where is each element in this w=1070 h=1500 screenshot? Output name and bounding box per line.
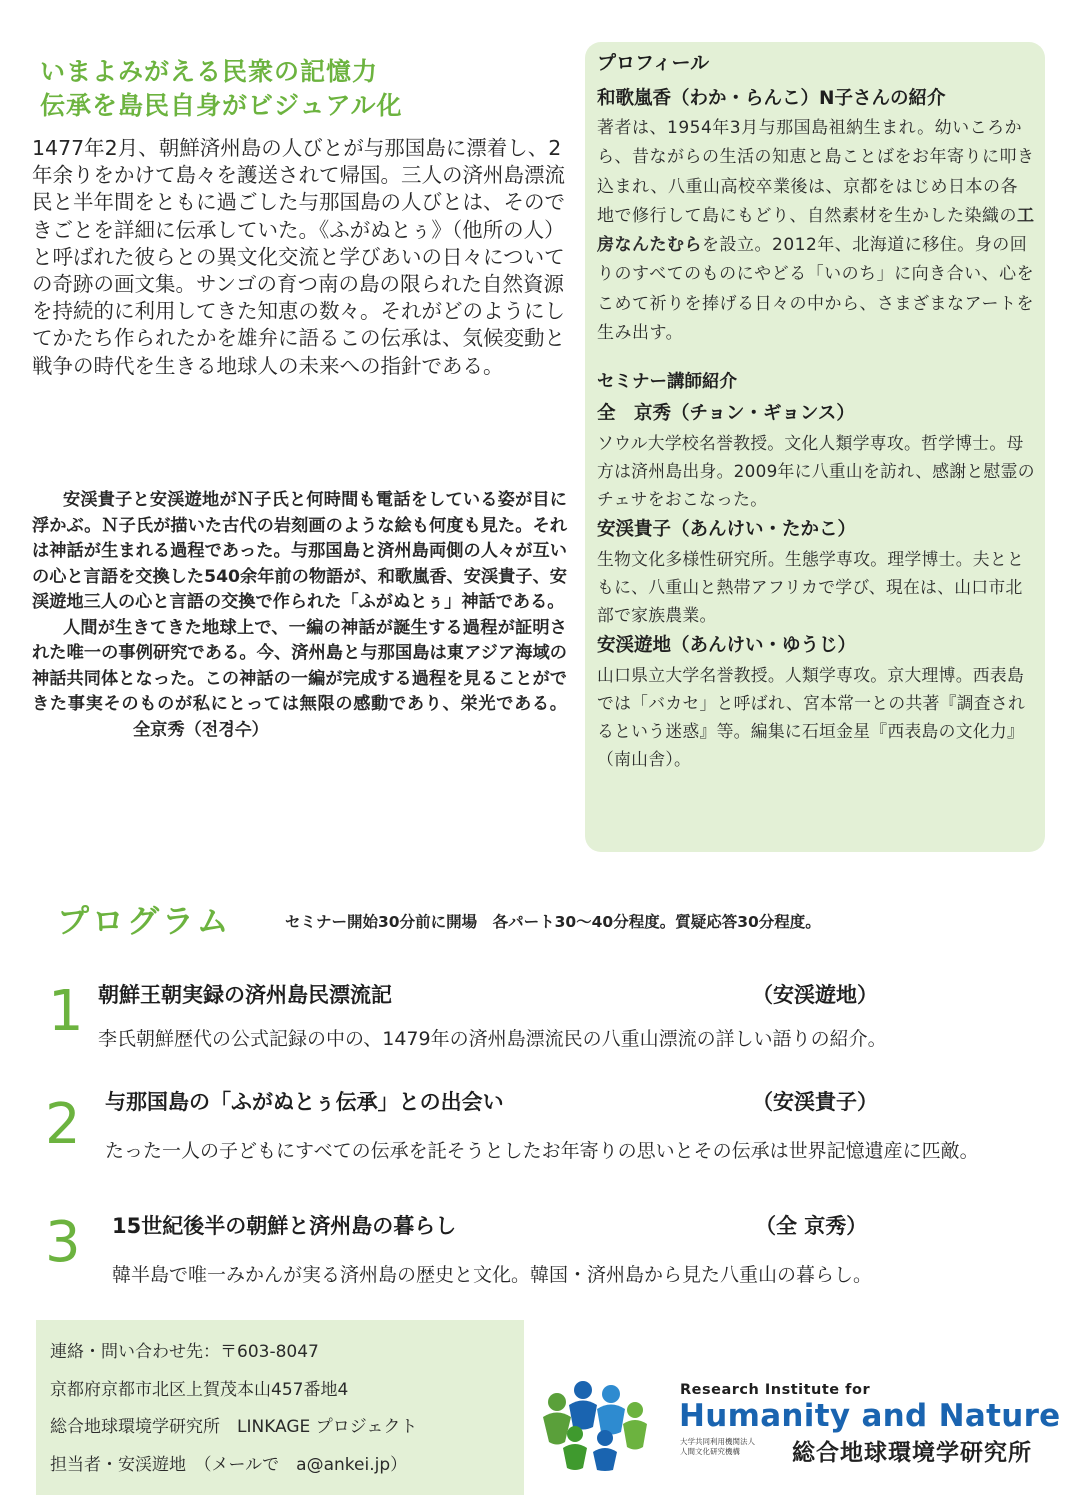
lecturers-heading: セミナー講師紹介 — [597, 372, 737, 393]
profile-bio-part2: を設立。2012年、北海道に移住。身の回りのすべてのものにやどる「いのち」に向き合い、心をこめて祈りを捧げる日々の中から、さまざまなアートを生み出す。 — [597, 235, 1035, 344]
program-note: セミナー開始30分前に開場 各パート30〜40分程度。質疑応答30分程度。 — [285, 913, 821, 931]
logo-figures — [543, 1381, 647, 1471]
program-item-number: 2 — [45, 1092, 81, 1157]
contact-line: 担当者・安渓遊地 （メールで a@ankei.jp） — [50, 1454, 408, 1475]
program-item-speaker: （全 京秀） — [755, 1214, 868, 1238]
profile-bio — [597, 114, 1035, 348]
headline-line2: 伝承を島民自身がビジュアル化 — [40, 91, 403, 120]
program-item-desc: 韓半島で唯一みかんが実る済州島の歴史と文化。韓国・済州島から見た八重山の暮らし。 — [112, 1264, 873, 1286]
contact-line: 連絡・問い合わせ先：〒603-8047 — [50, 1342, 319, 1362]
program-item-desc: 李氏朝鮮歴代の公式記録の中の、1479年の済州島漂流民の八重山漂流の詳しい語りの紹介。 — [98, 1028, 887, 1050]
profile-panel — [585, 42, 1045, 852]
essay-paragraph-2-text: 人間が生きてきた地球上で、一編の神話が誕生する過程が証明された唯一の事例研究である。今、済州島と与那国島は東アジア海域の神話共同体となった。この神話の一編が完成する過程を見ることができた事実そのものが私にとっては無限の感動であり、栄光である。 — [32, 617, 567, 714]
profile-bio-studio: 工房なんたむら — [597, 205, 1035, 256]
profile-heading: プロフィール — [597, 52, 710, 74]
institute-parent-org — [680, 1437, 792, 1457]
lecturer-desc: 山口県立大学名誉教授。人類学専攻。京大理博。西表島では「バカセ」と呼ばれ、宮本常一との共著『調査されるという迷惑』等。編集に石垣金星『西表島の文化力』（南山舎）。 — [597, 665, 1026, 770]
profile-name-heading: 和歌嵐香（わか・らんこ）N子さんの紹介 — [597, 88, 946, 109]
program-item-title: 朝鮮王朝実録の済州島民漂流記 — [98, 983, 392, 1007]
intro-paragraph: 1477年2月、朝鮮済州島の人びとが与那国島に漂着し、2年余りをかけて島々を護送されて帰国。三人の済州島漂流民と半年間をともに過ごした与那国島の人びとは、そのできごとを詳細に伝承していた。《ふがぬとぅ》（他所の人）と呼ばれた彼らとの異文化交流と学びあいの日々についての奇跡の画文集。サンゴの育つ南の島の限られた自然資源を持続的に利用してきた知恵の数々。それがどのようにしてかたち作られたかを雄弁に語るこの伝承は、気候変動と戦争の時代を生きる地球人の未来への指針である。 — [32, 136, 565, 378]
program-item-title: 15世紀後半の朝鮮と済州島の暮らし — [112, 1214, 457, 1238]
essay — [32, 488, 567, 743]
program-item-title: 与那国島の「ふがぬとぅ伝承」との出会い — [105, 1090, 504, 1114]
essay-paragraph-2 — [32, 616, 567, 744]
lecturer-name: 全 京秀（チョン・ギョンス） — [597, 403, 855, 425]
essay-paragraph-1: 安渓貴子と安渓遊地がＮ子氏と何時間も電話をしている姿が目に浮かぶ。Ｎ子氏が描いた古代の岩刻画のような絵も何度も見た。それは神話が生まれる過程であった。与那国島と済州島両側の人々が互いの心と言語を交換した540余年前の物語が、和歌嵐香、安渓貴子、安渓遊地三人の心と言語の交換で作られた「ふがぬとぅ」神話である。 — [32, 490, 567, 612]
lecturer-desc: 生物文化多様性研究所。生態学専攻。理学博士。夫とともに、八重山と熱帯アフリカで学び、現在は、山口市北部で家族農業。 — [597, 549, 1025, 626]
institute-logo-icon — [535, 1372, 655, 1472]
lecturer-name: 安渓遊地（あんけい・ゆうじ） — [597, 635, 857, 657]
institute-parent-line1: 大学共同利用機関法人 — [680, 1437, 755, 1446]
program-item-number: 3 — [45, 1210, 81, 1275]
lecturer-desc: ソウル大学校名誉教授。文化人類学専攻。哲学博士。母方は済州島出身。2009年に八重山を訪れ、感謝と慰霊のチェサをおこなった。 — [597, 433, 1035, 510]
institute-parent-line2: 人間文化研究機構 — [680, 1447, 740, 1456]
institute-name-en-line2: Humanity and Nature — [679, 1398, 1061, 1434]
contact-line: 総合地球環境学研究所 LINKAGE プロジェクト — [50, 1417, 418, 1437]
program-item-number: 1 — [48, 979, 84, 1044]
program-item-speaker: （安渓貴子） — [752, 1090, 878, 1114]
program-item — [0, 1078, 1070, 1198]
program-item-speaker: （安渓遊地） — [752, 983, 878, 1007]
program-header — [57, 896, 1047, 940]
institute-name-jp: 総合地球環境学研究所 — [792, 1440, 1032, 1466]
headline — [40, 55, 560, 123]
contact-panel — [36, 1320, 524, 1495]
program-item — [0, 1200, 1070, 1320]
contact-line: 京都府京都市北区上賀茂本山457番地4 — [50, 1379, 349, 1400]
program-item-desc: たった一人の子どもにすべての伝承を託そうとしたお年寄りの思いとその伝承は世界記憶遺産に匹敵。 — [105, 1140, 979, 1162]
profile-bio-part1: 著者は、1954年3月与那国島祖納生まれ。幼いころから、昔ながらの生活の知恵と島ことばをお年寄りに叩き込まれ、八重山高校卒業後は、京都をはじめ日本の各地で修行して島にもどり、自然素材を生かした染織の — [597, 118, 1035, 226]
program-title: プログラム — [57, 902, 232, 940]
program-item — [0, 965, 1070, 1085]
headline-line1: いまよみがえる民衆の記憶力 — [40, 57, 379, 86]
institute-name-en-line1: Research Institute for — [680, 1382, 871, 1398]
essay-signature: 全京秀（전경수） — [132, 719, 269, 740]
lecturer-name: 安渓貴子（あんけい・たかこ） — [597, 519, 857, 541]
